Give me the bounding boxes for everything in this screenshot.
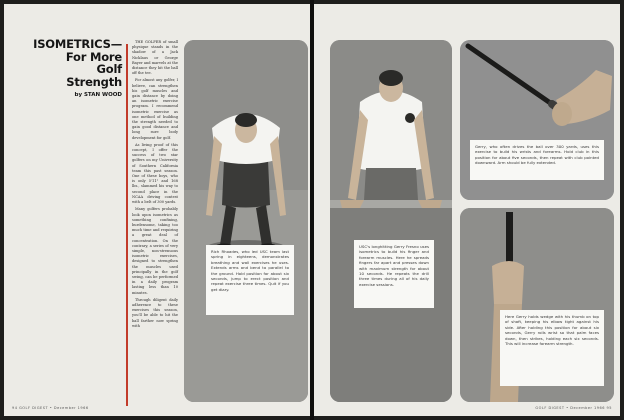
photo-bent-over-golfer: [184, 40, 308, 402]
title-line: ISOMETRICS—: [33, 37, 122, 51]
right-folio: GOLF DIGEST • December 1966 95: [535, 406, 612, 410]
title-line: Strength: [66, 74, 122, 89]
article-title: [14, 38, 122, 98]
caption-photo-4: Here Gerry holds wedge with his thumb on top of shaft, keeping his elbow tight against his side. After holding this position for about six seconds, Gerry rolls wrist so that palm faces down, then strikes, holding each six seconds. This will increase forearm strength.: [500, 310, 604, 386]
photo-wedge-grip: [460, 208, 614, 402]
right-page: [314, 4, 620, 416]
left-folio: 94 GOLF DIGEST • December 1966: [12, 406, 89, 410]
article-paragraph: THE GOLFER of small physique stands in the shadow of a Jack Nicklaus or George Bayer and marvels at the distance they hit the ball off the tee.: [132, 40, 178, 76]
bent-over-golfer-illustration: [184, 40, 308, 402]
caption-photo-3: Gerry, who often drives the ball over 300 yards, uses this exercise to build his wrists and forearms. Hold club in this position for about five seconds, then repeat with club pointed downward. Arm should be fully extended.: [470, 140, 604, 180]
finger-press-illustration: [330, 40, 452, 402]
photo-finger-press: [330, 40, 452, 402]
article-paragraph: Many golfers probably look upon isometrics as something confining, burdensome, taking too much time and requiring a great deal of concentration. On the contrary, a series of very simple, non-strenuous isometric exercises, designed to strengthen the muscles used principally in the golf swing, can be performed in a daily program lasting less than 10 minutes.: [132, 207, 178, 295]
red-divider-rule: [126, 44, 128, 406]
title-line: For More: [65, 49, 122, 64]
article-body: [132, 40, 178, 331]
photo-club-extended: [460, 40, 614, 200]
byline: by STAN WOOD: [74, 92, 122, 98]
article-paragraph: For almost any golfer, I believe, can strengthen his golf muscles and gain distance by doing an isometric exercise program. I recommend isometric exercise as one method of building the strength needed to gain good distance and long sure body development for golf.: [132, 78, 178, 140]
caption-photo-2: USC's longhitting Gerry Fresno uses isometrics to build his finger and forearm muscles. Here he spreads fingers far apart and presses down with maximum strength for about 10 seconds. He repeats the drill three times during all of his daily exercise sessions.: [354, 240, 434, 308]
title-line: Golf: [96, 62, 122, 76]
article-paragraph: As living proof of this concept, I offer the success of two star golfers on my University of Southern California team this past season. One of these boys, who is only 5'11" and 168 lbs., slammed his way to second place in the NCAA driving contest with a belt of 300 yards.: [132, 142, 178, 205]
article-paragraph: Through diligent daily adherence to these exercises this season, you'll be able to hit the ball farther now spring with: [132, 297, 178, 328]
caption-photo-1: Rich Rhoades, who led USC team last spring in eighteens, demonstrates breathing and wall exercises he uses. Extends arms and bend to parallel to the ground. Hold position for about six seconds, jump to erect position and repeat exercise three times. Quit if you get dizzy.: [206, 245, 294, 315]
left-page: [4, 4, 310, 416]
